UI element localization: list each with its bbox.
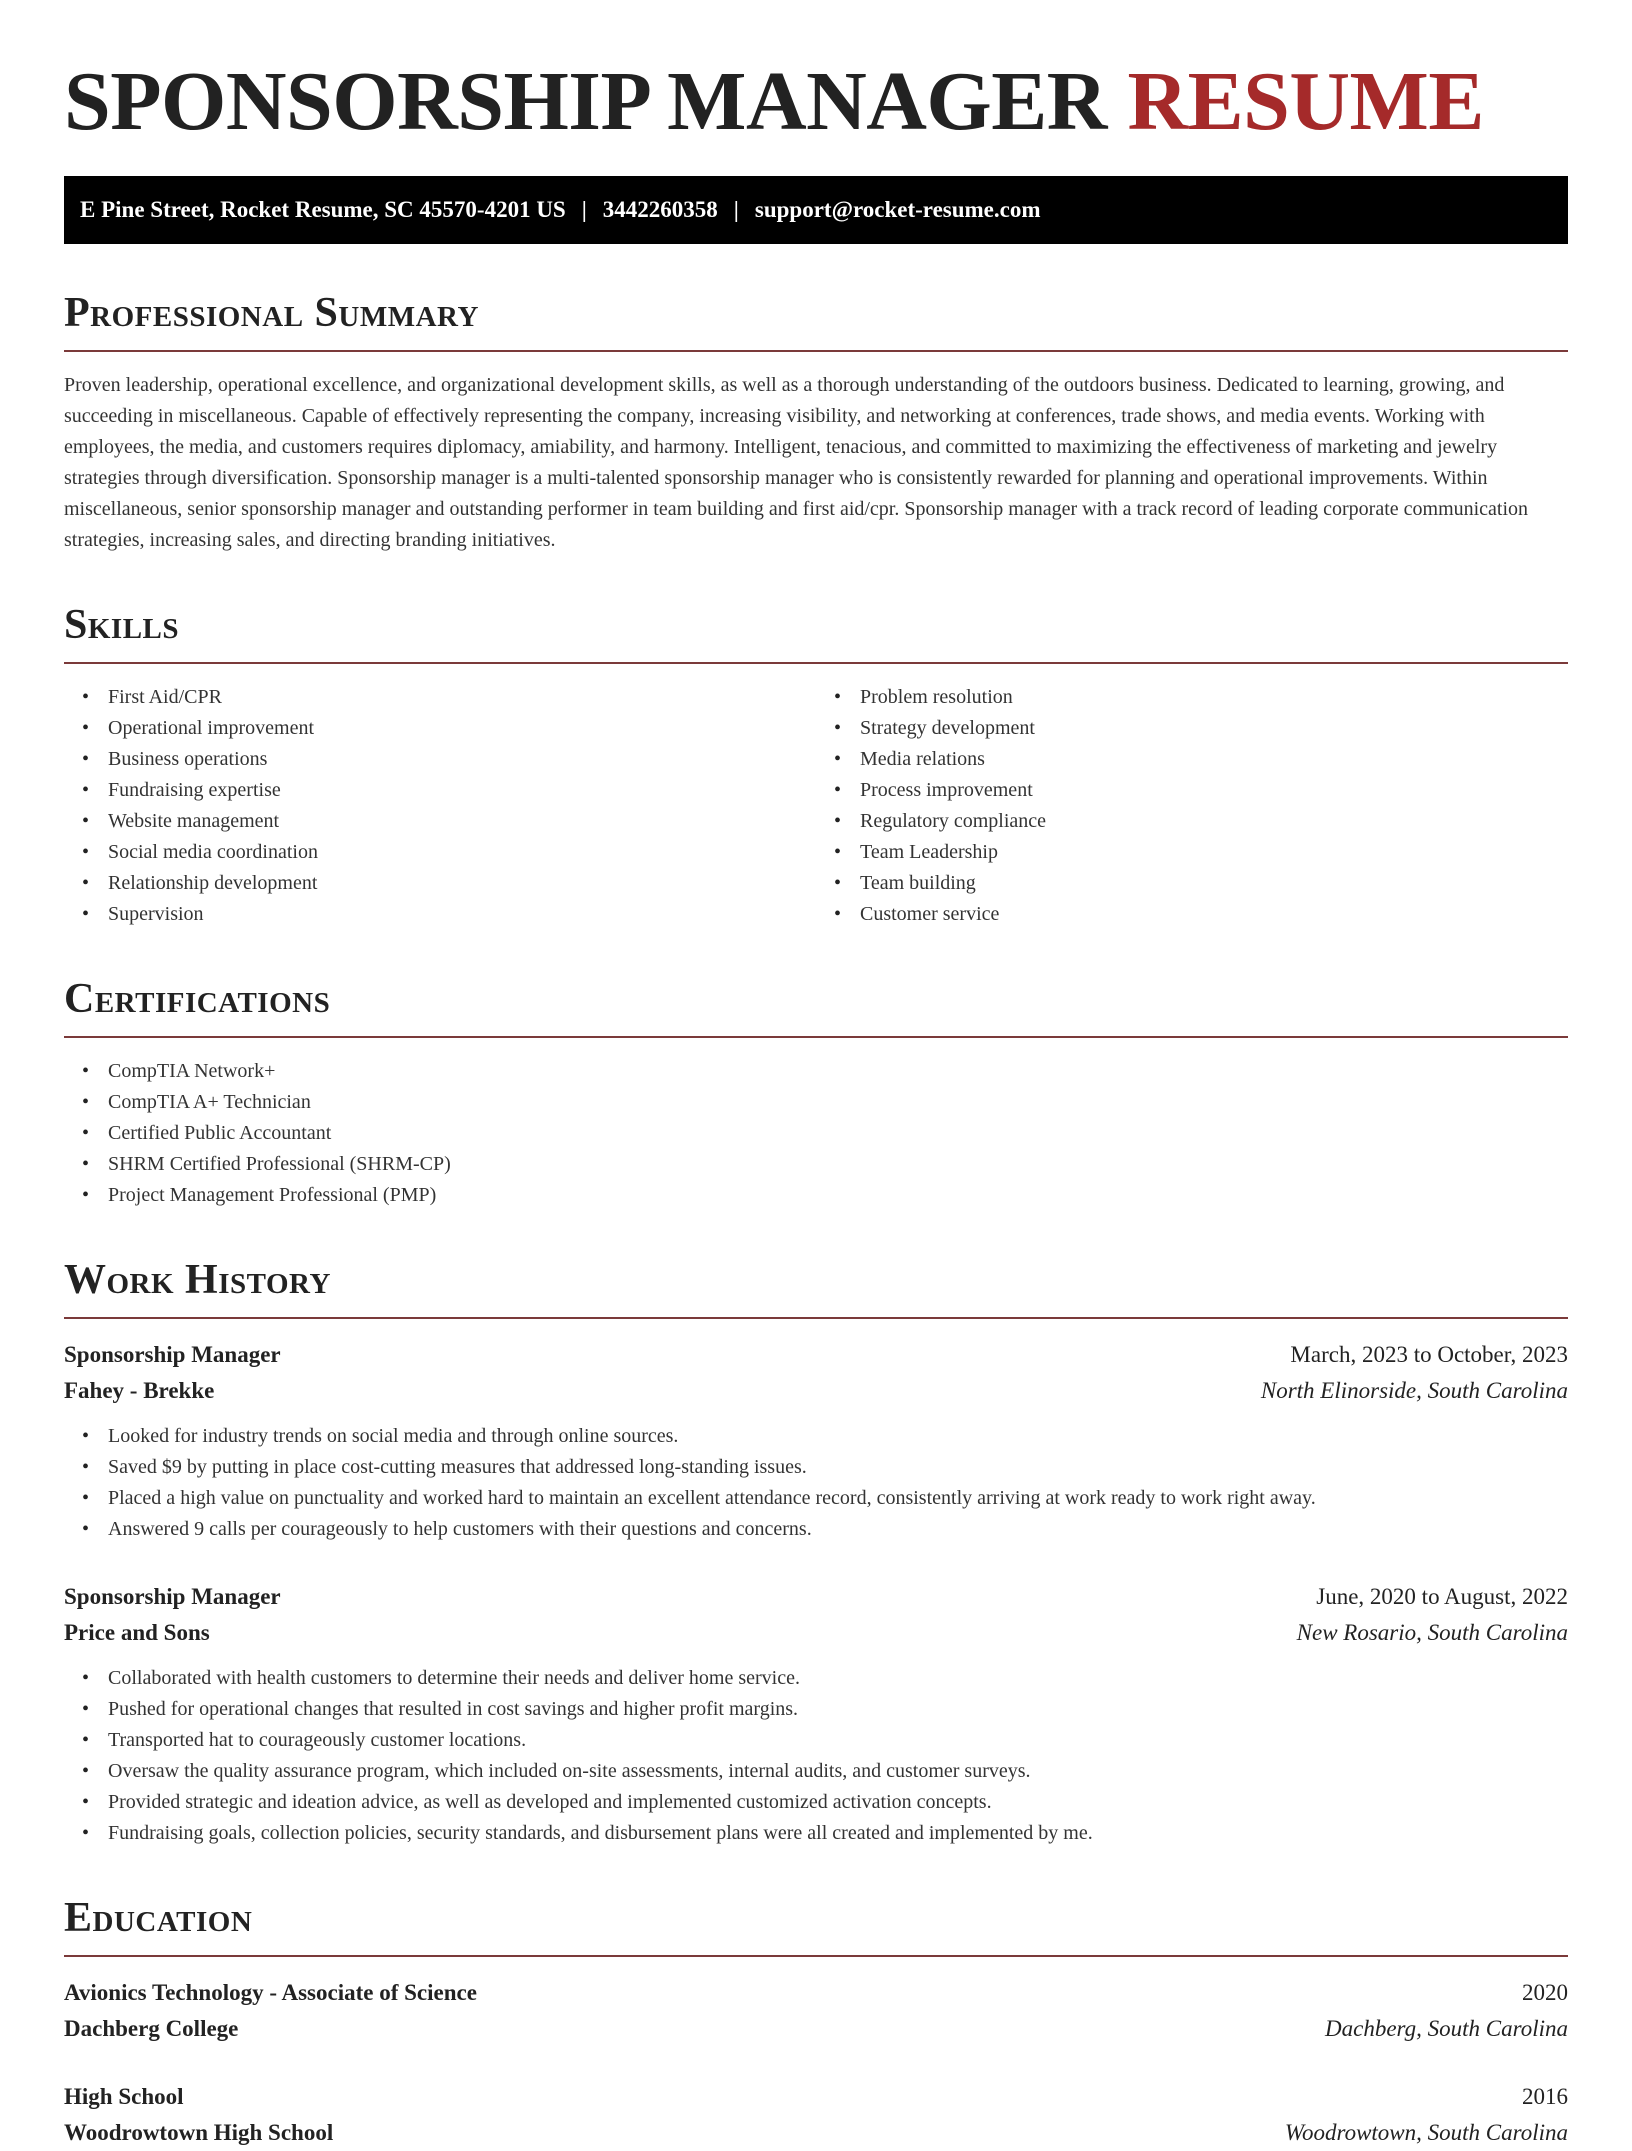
job-duty: • Saved $9 by putting in place cost-cutting measures that addressed long-standing issues. [108,1452,1568,1483]
skill-item: • First Aid/CPR [108,682,816,713]
resume-title [64,0,1568,152]
section-heading-work-history: Work History [64,1257,331,1303]
contact-phone: 3442260358 [602,197,718,222]
section-heading-education: Education [64,1895,253,1941]
education-location: Dachberg, South Carolina [1325,2016,1568,2041]
job-company: Price and Sons [64,1620,210,1645]
job-duty: • Pushed for operational changes that resulted in cost savings and higher profit margins. [108,1694,1568,1725]
job-duty: • Looked for industry trends on social media and through online sources. [108,1421,1568,1452]
job-dates: June, 2020 to August, 2022 [1316,1584,1568,1609]
skill-item: • Supervision [108,899,816,930]
skill-item: • Fundraising expertise [108,775,816,806]
job-title: Sponsorship Manager [64,1584,281,1609]
title-main: SPONSORSHIP MANAGER [64,55,1107,148]
contact-separator: | [733,197,739,222]
summary-text: Proven leadership, operational excellence, and organizational development skills, as well as a thorough understanding of the outdoors business. Dedicated to learning, growing, and succeeding in miscellaneous. Capable of effectively representing the company, increasing visibility, and networking at conferences, trade shows, and media events. Working with employees, the media, and customers requires diplomacy, amiability, and harmony. Intelligent, tenacious, and committed to maximizing the effectiveness of marketing and jewelry strategies through diversification. Sponsorship manager is a multi-talented sponsorship manager who is consistently rewarded for planning and operational improvements. Within miscellaneous, senior sponsorship manager and outstanding performer in team building and first aid/cpr. Sponsorship manager with a track record of leading corporate communication strategies, increasing sales, and directing branding initiatives. [64,374,1529,551]
contact-address: E Pine Street, Rocket Resume, SC 45570-4201 US [80,197,566,222]
section-heading-skills: Skills [64,602,180,648]
skill-item: • Team Leadership [860,837,1568,868]
skill-item: • Operational improvement [108,713,816,744]
job-duties [64,1421,1568,1545]
skill-item: • Relationship development [108,868,816,899]
certification-item: • Project Management Professional (PMP) [108,1180,1568,1211]
skill-item: • Customer service [860,899,1568,930]
certification-item: • Certified Public Accountant [108,1118,1568,1149]
skill-item: • Business operations [108,744,816,775]
summary-section [64,288,1568,556]
skill-item: • Website management [108,806,816,837]
skill-item: • Social media coordination [108,837,816,868]
section-heading-summary: Professional Summary [64,290,479,336]
skill-item: • Process improvement [860,775,1568,806]
education-school: Woodrowtown High School [64,2120,334,2145]
job-location: North Elinorside, South Carolina [1260,1378,1568,1403]
section-divider [64,662,1568,664]
job-duty: • Oversaw the quality assurance program, which included on-site assessments, internal audits, and customer surveys. [108,1756,1568,1787]
skill-item: • Media relations [860,744,1568,775]
skill-item: • Regulatory compliance [860,806,1568,837]
skill-item: • Team building [860,868,1568,899]
work-history-section [64,1255,1568,1849]
job-entry [64,1579,1568,1849]
education-degree: High School [64,2084,184,2109]
education-school: Dachberg College [64,2016,239,2041]
job-duty: • Collaborated with health customers to determine their needs and deliver home service. [108,1663,1568,1694]
certification-item: • CompTIA Network+ [108,1056,1568,1087]
skills-list-left [64,682,816,930]
job-entry [64,1337,1568,1545]
section-divider [64,350,1568,352]
job-duty: • Fundraising goals, collection policies, security standards, and disbursement plans were all created and implemented by me. [108,1818,1568,1849]
job-duties [64,1663,1568,1849]
job-company: Fahey - Brekke [64,1378,215,1403]
section-divider [64,1036,1568,1038]
skills-section [64,600,1568,930]
job-duty: • Answered 9 calls per courageously to help customers with their questions and concerns. [108,1514,1568,1545]
certification-item: • SHRM Certified Professional (SHRM-CP) [108,1149,1568,1180]
job-duty: • Transported hat to courageously customer locations. [108,1725,1568,1756]
certifications-section [64,974,1568,1211]
education-location: Woodrowtown, South Carolina [1284,2120,1568,2145]
job-duty: • Provided strategic and ideation advice, as well as developed and implemented customized activation concepts. [108,1787,1568,1818]
section-divider [64,1317,1568,1319]
certifications-list [64,1056,1568,1211]
education-degree: Avionics Technology - Associate of Science [64,1980,477,2005]
education-section [64,1893,1568,2151]
job-location: New Rosario, South Carolina [1296,1620,1568,1645]
contact-bar [64,176,1568,244]
certification-item: • CompTIA A+ Technician [108,1087,1568,1118]
skills-list-right [816,682,1568,930]
section-heading-certifications: Certifications [64,976,331,1022]
title-accent: RESUME [1127,55,1484,148]
contact-separator: | [581,197,587,222]
skills-grid [64,682,1568,930]
job-dates: March, 2023 to October, 2023 [1290,1342,1568,1367]
contact-email: support@rocket-resume.com [754,197,1041,222]
education-year: 2020 [1522,1980,1568,2005]
skill-item: • Problem resolution [860,682,1568,713]
education-year: 2016 [1522,2084,1568,2109]
education-entry [64,1975,1568,2047]
education-entry [64,2079,1568,2151]
job-duty: • Placed a high value on punctuality and worked hard to maintain an excellent attendance record, consistently arriving at work ready to work right away. [108,1483,1568,1514]
skill-item: • Strategy development [860,713,1568,744]
job-title: Sponsorship Manager [64,1342,281,1367]
section-divider [64,1955,1568,1957]
